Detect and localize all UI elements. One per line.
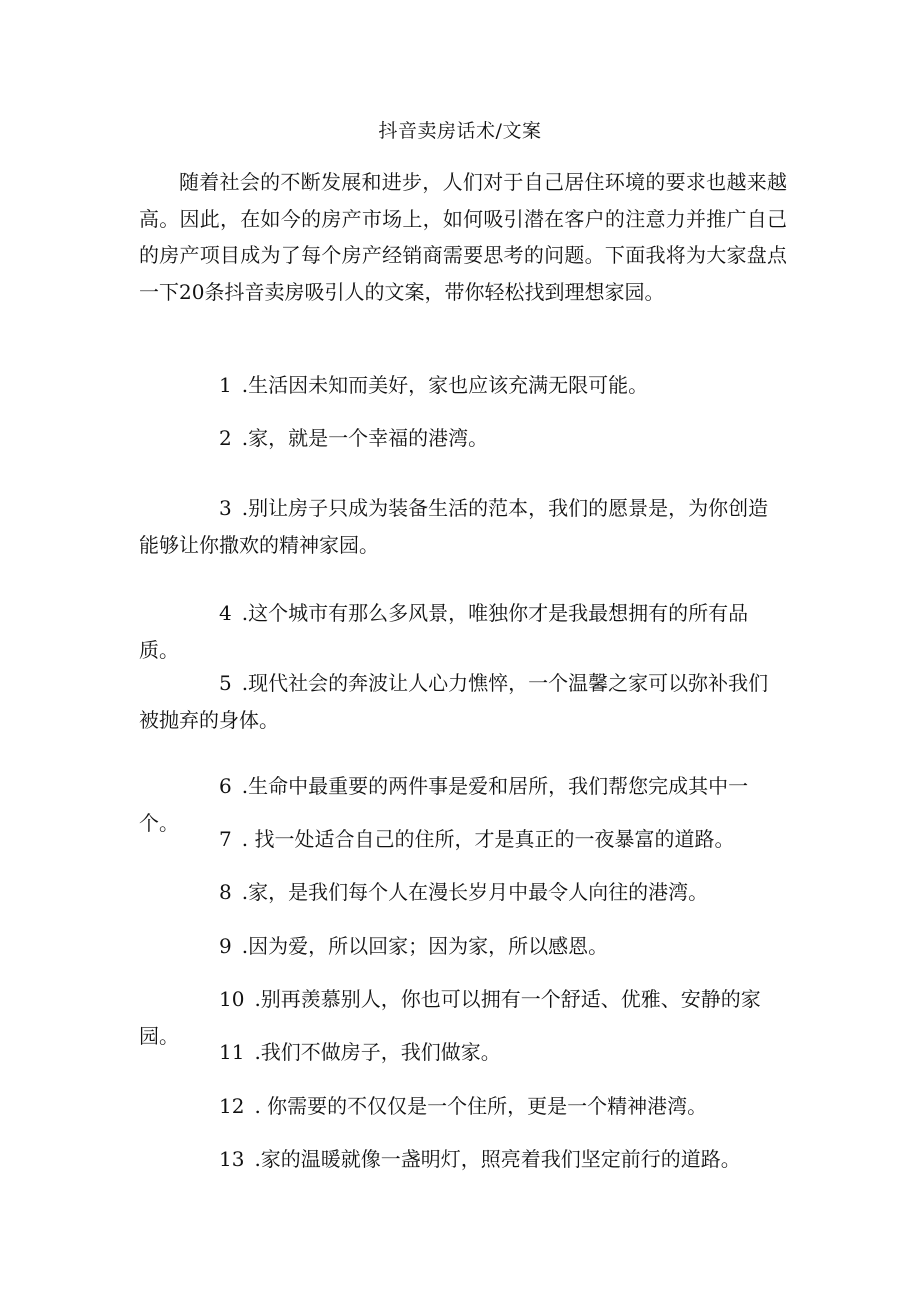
item-number: 13	[219, 1147, 245, 1171]
list-item	[139, 1088, 787, 1125]
item-text: .这个城市有那么多风景，唯独你才是我最想拥有的所有品质。	[139, 601, 749, 662]
document-title: 抖音卖房话术/文案	[378, 120, 542, 142]
list-item	[139, 821, 787, 858]
list-item	[139, 367, 787, 404]
item-text: .家，就是一个幸福的港湾。	[241, 426, 489, 450]
item-text: .别再羡慕别人，你也可以拥有一个舒适、优雅、安静的家园。	[139, 987, 761, 1048]
item-number: 7	[219, 827, 232, 851]
item-text: .我们不做房子，我们做家。	[254, 1040, 501, 1064]
list-item	[139, 490, 787, 563]
list-item	[139, 928, 787, 965]
list-item	[139, 595, 787, 668]
item-number: 5	[219, 671, 232, 695]
list-item	[139, 665, 787, 738]
item-text: .生命中最重要的两件事是爱和居所，我们帮您完成其中一个。	[139, 774, 749, 835]
item-number: 9	[219, 934, 232, 958]
item-text: .因为爱，所以回家；因为家，所以感恩。	[241, 934, 609, 958]
item-number: 11	[219, 1040, 245, 1064]
item-number: 2	[219, 426, 232, 450]
item-text: . 你需要的不仅仅是一个住所，更是一个精神港湾。	[254, 1094, 708, 1118]
list-item	[139, 874, 787, 911]
item-text: .现代社会的奔波让人心力憔悴，一个温馨之家可以弥补我们被抛弃的身体。	[139, 671, 769, 732]
item-text: . 找一处适合自己的住所，才是真正的一夜暴富的道路。	[241, 827, 735, 851]
intro-paragraph: 随着社会的不断发展和进步，人们对于自己居住环境的要求也越来越高。因此，在如今的房产市场上，如何吸引潜在客户的注意力并推广自己的房产项目成为了每个房产经销商需要思考的问题。下面我将为大家盘点一下20条抖音卖房吸引人的文案，带你轻松找到理想家园。	[139, 170, 787, 304]
item-number: 1	[219, 373, 232, 397]
list-item	[139, 1034, 787, 1071]
item-number: 4	[219, 601, 232, 625]
item-number: 6	[219, 774, 232, 798]
list-item	[139, 1141, 787, 1178]
item-text: .生活因未知而美好，家也应该充满无限可能。	[241, 373, 649, 397]
item-text: .家，是我们每个人在漫长岁月中最令人向往的港湾。	[241, 880, 709, 904]
item-number: 3	[219, 496, 232, 520]
item-number: 12	[219, 1094, 245, 1118]
item-text: .别让房子只成为装备生活的范本，我们的愿景是，为你创造能够让你撒欢的精神家园。	[139, 496, 769, 557]
list-item	[139, 420, 787, 457]
item-number: 10	[219, 987, 245, 1011]
item-text: .家的温暖就像一盏明灯，照亮着我们坚定前行的道路。	[254, 1147, 741, 1171]
item-number: 8	[219, 880, 232, 904]
